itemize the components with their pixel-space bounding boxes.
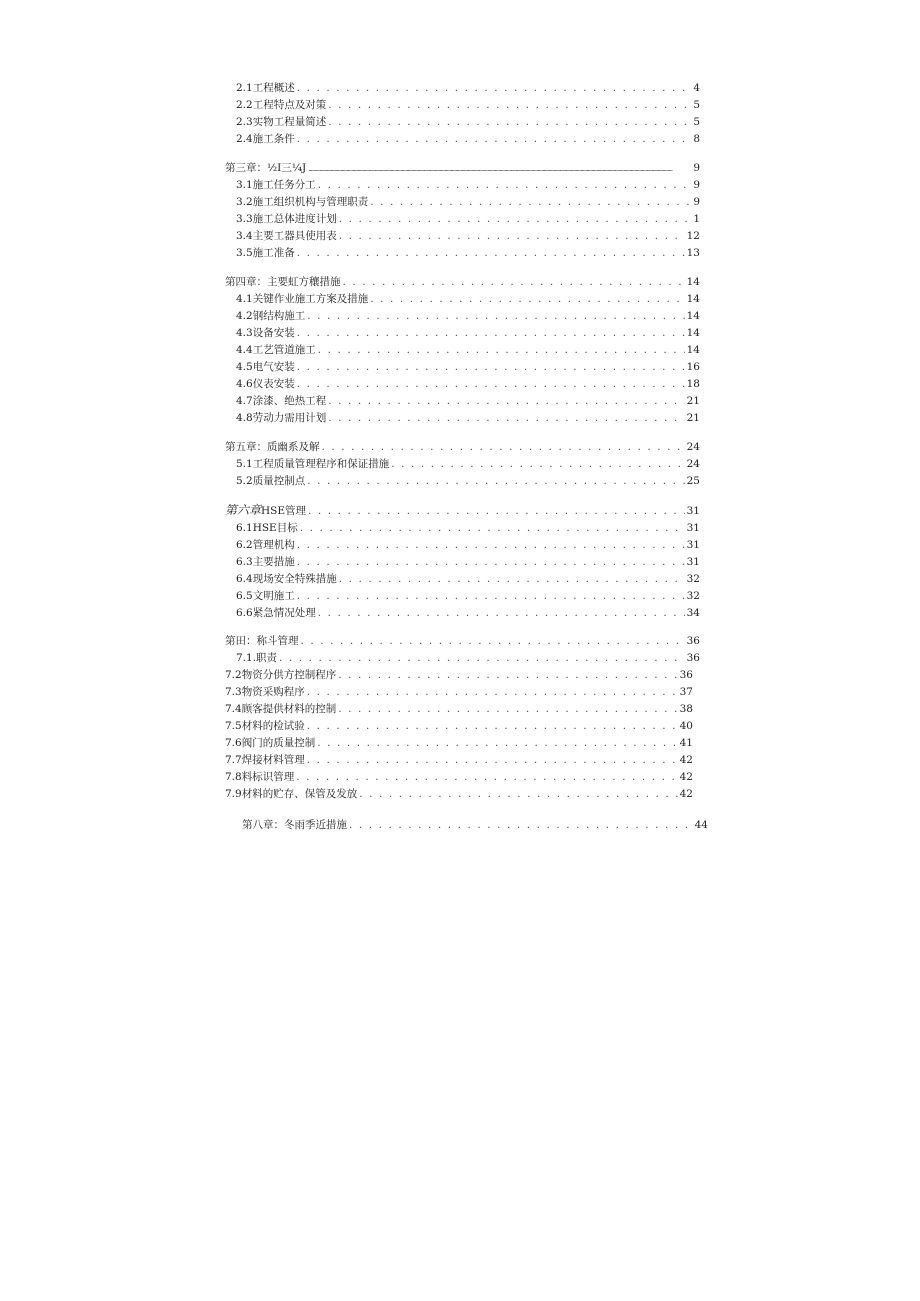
dot-leader (339, 211, 692, 228)
dot-leader (308, 161, 691, 178)
toc-number: 2.4 (236, 133, 253, 145)
toc-page: 12 (686, 230, 700, 242)
toc-number: 3.5 (236, 247, 253, 259)
toc-entry[interactable] (236, 325, 700, 342)
dot-leader (328, 393, 684, 410)
toc-number: 6.1 (236, 522, 253, 534)
dot-leader (296, 769, 677, 786)
dot-leader (307, 718, 678, 735)
toc-title: 材料的贮存、保管及发放 (241, 788, 358, 800)
dot-leader (318, 177, 692, 194)
toc-number: 6.2 (236, 539, 253, 551)
toc-title: 涂漆、绝热工程 (252, 395, 327, 407)
dot-leader (349, 817, 693, 834)
toc-page: 14 (686, 310, 700, 322)
dot-leader (317, 735, 677, 752)
dot-leader (318, 605, 685, 622)
toc-page: 36 (686, 635, 700, 647)
dot-leader (308, 503, 685, 520)
toc-entry[interactable] (225, 786, 693, 803)
toc-title: 工程概述 (252, 82, 295, 94)
toc-title: 主要措施 (252, 556, 295, 568)
dot-leader (300, 520, 685, 537)
dot-leader (297, 359, 685, 376)
toc-entry[interactable] (236, 456, 700, 473)
toc-number: 7.6 (225, 737, 242, 749)
toc-number: 3.3 (236, 213, 253, 225)
toc-entry[interactable] (236, 571, 700, 588)
toc-entry[interactable] (225, 769, 693, 786)
dot-leader (297, 245, 685, 262)
dot-leader (297, 537, 685, 554)
toc-page: 9 (693, 162, 700, 174)
toc-number: 4.5 (236, 361, 253, 373)
dot-leader (307, 473, 684, 490)
toc-title: 电气安装 (252, 361, 295, 373)
toc-entry[interactable] (236, 520, 700, 537)
dot-leader (370, 194, 691, 211)
toc-page: 31 (686, 505, 700, 517)
toc-number: 7.8 (225, 771, 242, 783)
toc-entry[interactable] (236, 554, 700, 571)
toc-page: 31 (686, 522, 700, 534)
dot-leader (318, 342, 685, 359)
toc-page: 14 (686, 344, 700, 356)
toc-number: 7.2 (225, 669, 242, 681)
dot-leader (359, 786, 677, 803)
toc-page: 14 (686, 276, 700, 288)
toc-entry[interactable] (236, 291, 700, 308)
toc-chapter-entry[interactable] (225, 502, 700, 519)
toc-number: 4.1 (236, 293, 253, 305)
toc-page: 13 (686, 247, 700, 259)
toc-entry[interactable] (236, 228, 700, 245)
toc-page: 42 (679, 788, 693, 800)
toc-entry[interactable] (236, 177, 700, 194)
toc-entry[interactable] (236, 342, 700, 359)
toc-number: 7.5 (225, 720, 242, 732)
toc-title: 劳动力需用计划 (252, 412, 327, 424)
toc-title: 施工准备 (252, 247, 295, 259)
dot-leader (301, 633, 685, 650)
toc-number: 2.2 (236, 99, 253, 111)
toc-page: 8 (693, 133, 700, 145)
toc-number: 6.4 (236, 573, 253, 585)
toc-title: 焊接材料管理 (241, 754, 305, 766)
dot-leader (307, 752, 678, 769)
toc-page: 40 (679, 720, 693, 732)
toc-page: 21 (686, 412, 700, 424)
dot-leader (338, 667, 677, 684)
toc-entry[interactable] (225, 684, 693, 701)
toc-title: 仪表安装 (252, 378, 295, 390)
toc-title: 阀门的质量控制 (241, 737, 316, 749)
toc-page: 14 (686, 293, 700, 305)
dot-leader (339, 571, 685, 588)
dot-leader (307, 308, 684, 325)
toc-number: 2.1 (236, 82, 253, 94)
toc-entry[interactable] (236, 376, 700, 393)
toc-number: 3.2 (236, 196, 253, 208)
toc-title: 管理机构 (252, 539, 295, 551)
toc-number: 5.2 (236, 475, 253, 487)
toc-page: 16 (686, 361, 700, 373)
toc-chapter-entry[interactable] (242, 817, 708, 834)
toc-page: 9 (693, 179, 700, 191)
toc-entry[interactable] (236, 605, 700, 622)
toc-page: 1 (693, 213, 700, 225)
toc-entry[interactable] (225, 718, 693, 735)
toc-number: 4.8 (236, 412, 253, 424)
toc-page: 32 (686, 590, 700, 602)
toc-title: 紧急情况处理 (252, 607, 316, 619)
dot-leader (307, 684, 678, 701)
toc-entry[interactable] (225, 701, 693, 718)
toc-title: 关键作业施工方案及措施 (252, 293, 369, 305)
toc-chapter-title: 第田：称斗管理 (225, 635, 299, 647)
toc-number: 3.1 (236, 179, 253, 191)
dot-leader (279, 650, 685, 667)
toc-page: 4 (693, 82, 700, 94)
toc-number: 4.6 (236, 378, 253, 390)
toc-entry[interactable] (225, 752, 693, 769)
toc-title: 施工组织机构与管理职责 (252, 196, 369, 208)
toc-chapter-title: 第三章：½I三¼J (225, 162, 307, 174)
dot-leader (343, 274, 685, 291)
dot-leader (328, 114, 691, 131)
toc-page: 41 (679, 737, 693, 749)
toc-title: .职责 (252, 652, 278, 664)
toc-entry[interactable] (225, 667, 693, 684)
toc-title: 顾客提供材料的控制 (241, 703, 337, 715)
toc-title: 现场安全特殊措施 (252, 573, 337, 585)
toc-number: 2.3 (236, 116, 253, 128)
toc-number: 6.5 (236, 590, 253, 602)
toc-page: 5 (693, 99, 700, 111)
toc-page: 21 (686, 395, 700, 407)
dot-leader (370, 291, 684, 308)
toc-number: 7.1 (236, 652, 253, 664)
toc-number: 7.7 (225, 754, 242, 766)
toc-title: 材料的检试验 (241, 720, 305, 732)
toc-chapter-title: 第五章：质幽系及解 (225, 441, 320, 453)
toc-title: HSE目标 (252, 522, 298, 534)
toc-entry[interactable] (236, 211, 700, 228)
toc-chapter-entry[interactable] (225, 274, 700, 291)
dot-leader (297, 325, 685, 342)
toc-entry[interactable] (236, 245, 700, 262)
dot-leader (391, 456, 684, 473)
toc-number: 6.6 (236, 607, 253, 619)
toc-entry[interactable] (225, 735, 693, 752)
toc-chapter-title: 第八章：冬雨季近措施 (242, 819, 347, 831)
toc-chapter-entry[interactable] (225, 160, 700, 177)
toc-title: 料标识管理 (241, 771, 295, 783)
toc-entry[interactable] (236, 308, 700, 325)
toc-number: 3.4 (236, 230, 253, 242)
toc-title: 文明施工 (252, 590, 295, 602)
dot-leader (322, 439, 685, 456)
toc-title: 工艺管道施工 (252, 344, 316, 356)
toc-page: 42 (679, 771, 693, 783)
toc-page: 31 (686, 539, 700, 551)
toc-title: 钢结构施工 (252, 310, 306, 322)
toc-page: 25 (686, 475, 700, 487)
dot-leader (328, 97, 691, 114)
toc-entry[interactable] (236, 97, 700, 114)
toc-title: 施工总体进度计划 (252, 213, 337, 225)
toc-page: 36 (686, 652, 700, 664)
toc-number: 5.1 (236, 458, 253, 470)
toc-entry[interactable] (236, 473, 700, 490)
toc-page: 31 (686, 556, 700, 568)
toc-title: 物资采购程序 (241, 686, 305, 698)
toc-entry[interactable] (236, 537, 700, 554)
toc-page: 37 (679, 686, 693, 698)
toc-chapter-prefix: 第六章 (225, 503, 262, 517)
toc-entry[interactable] (236, 131, 700, 148)
toc-page: 32 (686, 573, 700, 585)
toc-page: 24 (686, 441, 700, 453)
dot-leader (339, 228, 685, 245)
dot-leader (297, 588, 685, 605)
toc-entry[interactable] (236, 114, 700, 131)
toc-number: 4.3 (236, 327, 253, 339)
toc-number: 4.4 (236, 344, 253, 356)
toc-entry[interactable] (236, 410, 700, 427)
toc-entry[interactable] (236, 359, 700, 376)
toc-number: 6.3 (236, 556, 253, 568)
toc-page: 38 (679, 703, 693, 715)
toc-page: 18 (686, 378, 700, 390)
toc-page: 14 (686, 327, 700, 339)
toc-chapter-title: HSE管理 (261, 505, 307, 517)
toc-number: 7.3 (225, 686, 242, 698)
toc-number: 7.9 (225, 788, 242, 800)
toc-chapter-title: 第四章：主要虹方穰措施 (225, 276, 341, 288)
toc-page: 5 (693, 116, 700, 128)
toc-page: 36 (679, 669, 693, 681)
toc-entry[interactable] (236, 80, 700, 97)
toc-entry[interactable] (236, 588, 700, 605)
toc-title: 施工条件 (252, 133, 295, 145)
dot-leader (297, 376, 685, 393)
toc-title: 主要工器具使用表 (252, 230, 337, 242)
toc-chapter-entry[interactable] (225, 633, 700, 650)
toc-entry[interactable] (236, 194, 700, 211)
dot-leader (338, 701, 677, 718)
toc-entry[interactable] (236, 650, 700, 667)
toc-title: 施工任务分工 (252, 179, 316, 191)
toc-number: 7.4 (225, 703, 242, 715)
toc-title: 实物工程量简述 (252, 116, 327, 128)
toc-page: 34 (686, 607, 700, 619)
dot-leader (328, 410, 684, 427)
toc-page: 24 (686, 458, 700, 470)
toc-number: 4.7 (236, 395, 253, 407)
toc-page: 9 (693, 196, 700, 208)
toc-title: 工程质量管理程序和保证措施 (252, 458, 390, 470)
toc-title: 工程特点及对策 (252, 99, 327, 111)
toc-chapter-entry[interactable] (225, 439, 700, 456)
toc-page: 44 (694, 819, 708, 831)
toc-number: 4.2 (236, 310, 253, 322)
dot-leader (297, 554, 685, 571)
toc-page: 42 (679, 754, 693, 766)
toc-title: 设备安装 (252, 327, 295, 339)
toc-title: 物资分供方控制程序 (241, 669, 337, 681)
toc-title: 质量控制点 (252, 475, 306, 487)
dot-leader (297, 80, 692, 97)
toc-entry[interactable] (236, 393, 700, 410)
dot-leader (297, 131, 692, 148)
